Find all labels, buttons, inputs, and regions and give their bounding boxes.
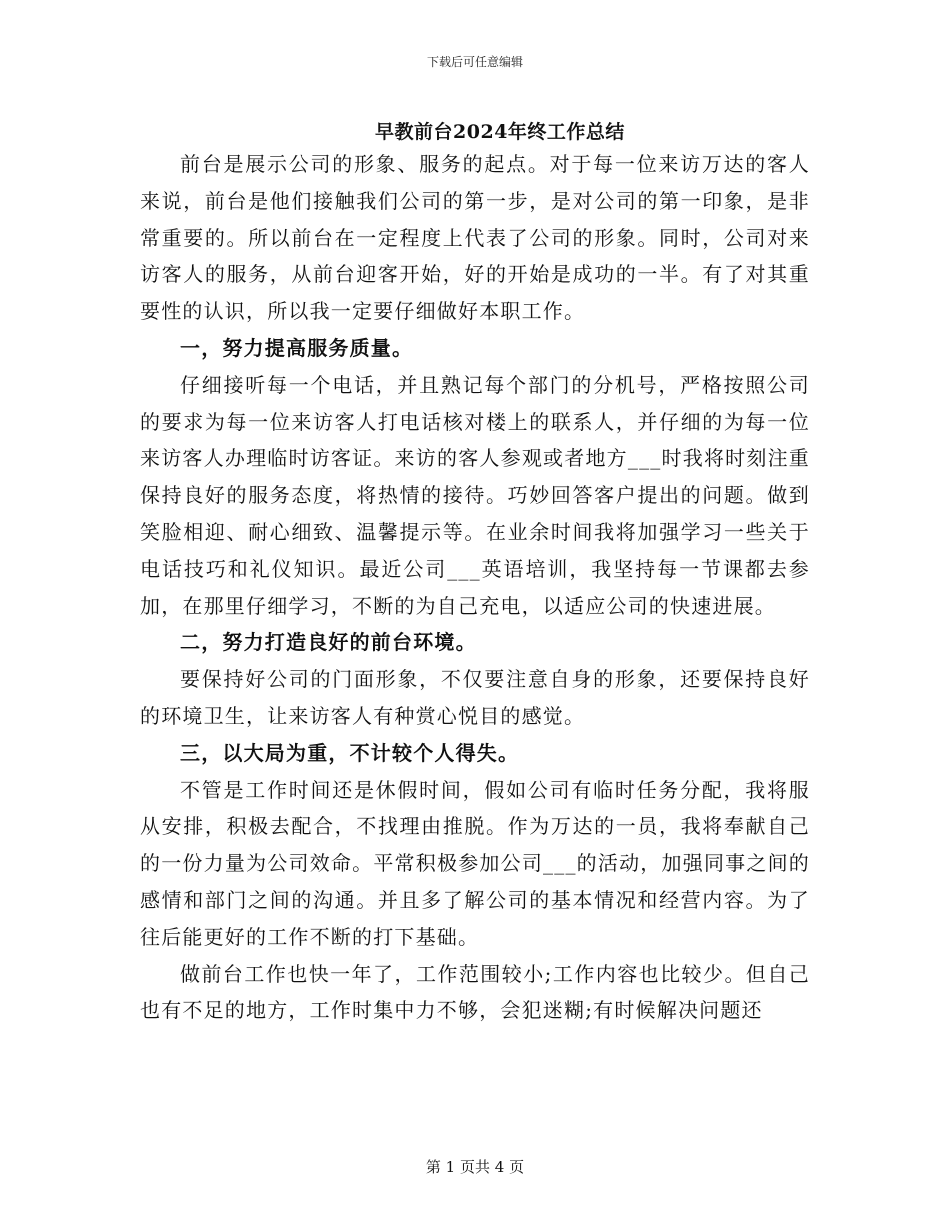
paragraph-section-2: 要保持好公司的门面形象，不仅要注意自身的形象，还要保持良好的环境卫生，让来访客人有种赏心悦目的感觉。 [140, 667, 810, 728]
page-number: 第 1 页共 4 页 [425, 1158, 525, 1176]
section-heading-3: 三，以大局为重，不计较个人得失。 [180, 740, 520, 765]
paragraph-intro: 前台是展示公司的形象、服务的起点。对于每一位来访万达的客人来说，前台是他们接触我们公司的第一步，是对公司的第一印象，是非常重要的。所以前台在一定程度上代表了公司的形象。同时，公司对来访客人的服务，从前台迎客开始，好的开始是成功的一半。有了对其重要性的认识，所以我一定要仔细做好本职工作。 [140, 152, 810, 324]
paragraph-closing: 做前台工作也快一年了，工作范围较小;工作内容也比较少。但自己也有不足的地方，工作时集中力不够，会犯迷糊;有时候解决问题还 [140, 961, 810, 1023]
page-header-note: 下载后可任意编辑 [426, 55, 523, 69]
section-heading-1: 一，努力提高服务质量。 [180, 335, 414, 360]
paragraph-section-1: 仔细接听每一个电话，并且熟记每个部门的分机号，严格按照公司的要求为每一位来访客人打电话核对楼上的联系人，并仔细的为每一位来访客人办理临时访客证。来访的客人参观或者地方___时我将时刻注重保持良好的服务态度，将热情的接待。巧妙回答客户提出的问题。做到笑脸相迎、耐心细致、温馨提示等。在业余时间我将加强学习一些关于电话技巧和礼仪知识。最近公司___英语培训，我坚持每一节课都去参加，在那里仔细学习，不断的为自己充电，以适应公司的快速进展。 [140, 372, 810, 618]
paragraph-section-3: 不管是工作时间还是休假时间，假如公司有临时任务分配，我将服从安排，积极去配合，不找理由推脱。作为万达的一员，我将奉献自己的一份力量为公司效命。平常积极参加公司___的活动，加强同事之间的感情和部门之间的沟通。并且多了解公司的基本情况和经营内容。为了往后能更好的工作不断的打下基础。 [140, 777, 810, 949]
document-title: 早教前台2024年终工作总结 [375, 121, 625, 143]
section-heading-2: 二，努力打造良好的前台环境。 [180, 630, 477, 655]
document-body [140, 146, 810, 1029]
